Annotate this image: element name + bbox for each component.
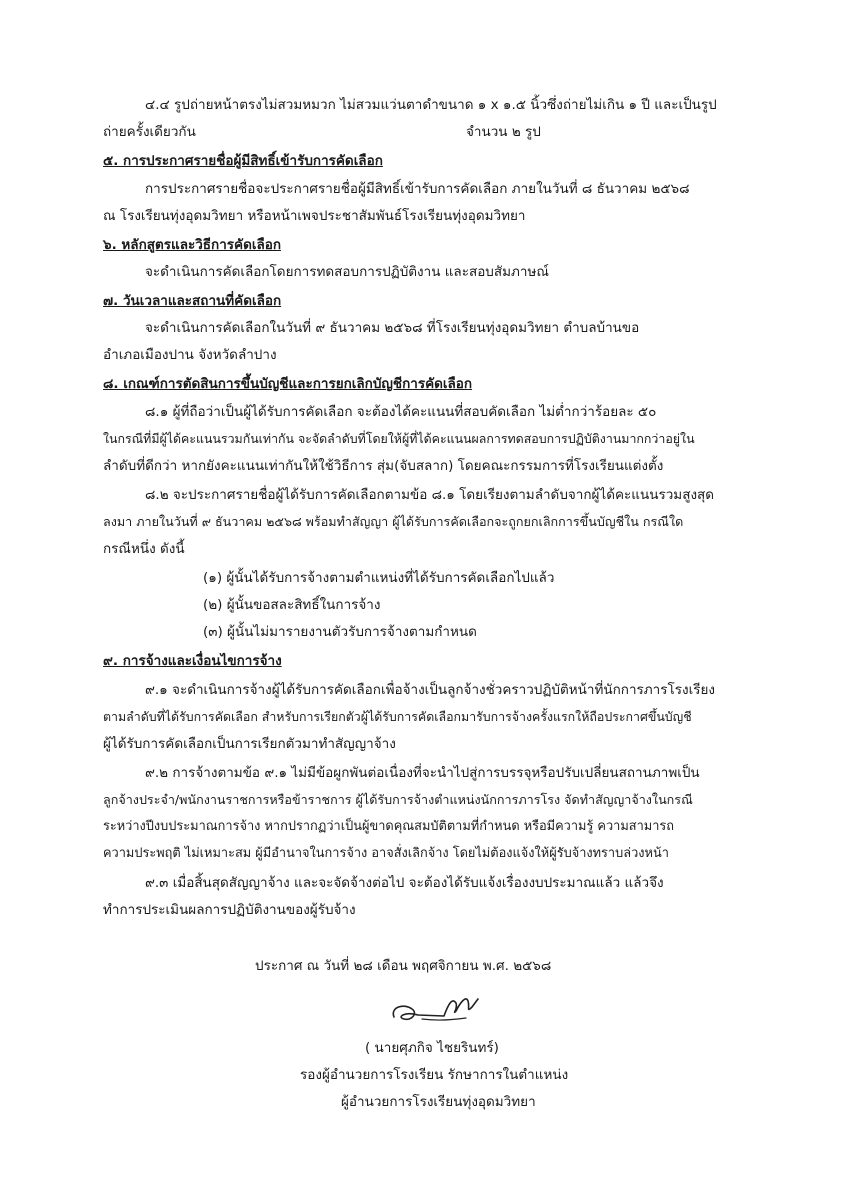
sec5-line2: ณ โรงเรียนทุ่งอุดมวิทยา หรือหน้าเพจประชาสัมพันธ์โรงเรียนทุ่งอุดมวิทยา [103, 208, 526, 224]
sec9-heading: ๙. การจ้างและเงื่อนไขการจ้าง [103, 653, 282, 669]
sec5-line1: การประกาศรายชื่อจะประกาศรายชื่อผู้มีสิทธิ์เข้ารับการคัดเลือก ภายในวันที่ ๘ ธันวาคม ๒๕๖๘ [145, 181, 690, 197]
sec5-heading: ๕. การประกาศรายชื่อผู้มีสิทธิ์เข้ารับการคัดเลือก [103, 153, 383, 169]
sec8-1-line2: ในกรณีที่มีผู้ได้คะแนนรวมกันเท่ากัน จะจัดลำดับที่โดยให้ผู้ที่ได้คะแนนผลการทดสอบการปฏิบัติงานมากกว่าอยู่ใน [103, 431, 695, 446]
sec9-1-line1: ๙.๑ จะดำเนินการจ้างผู้ได้รับการคัดเลือกเพื่อจ้างเป็นลูกจ้างชั่วคราวปฏิบัติหน้าที่นักการภารโรงเรียง [145, 682, 715, 698]
sec8-heading: ๘. เกณฑ์การตัดสินการขึ้นบัญชีและการยกเลิกบัญชีการคัดเลือก [103, 376, 473, 392]
sec9-2-line4: ความประพฤติ ไม่เหมาะสม ผู้มีอำนาจในการจ้าง อาจสั่งเลิกจ้าง โดยไม่ต้องแจ้งให้ผู้รับจ้างทราบล่วงหน้า [103, 846, 669, 861]
sec7-heading: ๗. วันเวลาและสถานที่คัดเลือก [103, 293, 282, 309]
signer-position-2: ผู้อำนวยการโรงเรียนทุ่งอุดมวิทยา [341, 1094, 536, 1110]
sec8-2-line1: ๘.๒ จะประกาศรายชื่อผู้ได้รับการคัดเลือกตามข้อ ๘.๑ โดยเรียงตามลำดับจากผู้ได้คะแนนรวมสูงสุด [145, 487, 715, 503]
sec4-item4-line2a: ถ่ายครั้งเดียวกัน [103, 124, 196, 140]
sec9-2-line2: ลูกจ้างประจำ/พนักงานราชการหรือข้าราชการ ผู้ได้รับการจ้างตำแหน่งนักการภารโรง จัดทำสัญญาจ้างในกรณี [103, 792, 693, 807]
sec8-2-line3: กรณีหนึ่ง ดังนี้ [103, 541, 185, 557]
sec7-line2: อำเภอเมืองปาน จังหวัดลำปาง [103, 347, 277, 363]
sec4-item4-line2b: จำนวน ๒ รูป [466, 124, 541, 140]
sec6-heading: ๖. หลักสูตรและวิธีการคัดเลือก [103, 237, 282, 253]
sec9-3-line1: ๙.๓ เมื่อสิ้นสุดสัญญาจ้าง และจะจัดจ้างต่อไป จะต้องได้รับแจ้งเรื่องงบประมาณแล้ว แล้วจึง [145, 875, 664, 891]
sec8-2-item1: (๑) ผู้นั้นได้รับการจ้างตามตำแหน่งที่ได้รับการคัดเลือกไปแล้ว [203, 570, 555, 586]
sec9-3-line2: ทำการประเมินผลการปฏิบัติงานของผู้รับจ้าง [103, 902, 356, 918]
signature-mark [382, 985, 492, 1035]
sec9-2-line3: ระหว่างปีงบประมาณการจ้าง หากปรากฏว่าเป็นผู้ขาดคุณสมบัติตามที่กำหนด หรือมีความรู้ ความสามารถ [103, 819, 675, 834]
sec9-1-line2: ตามลำดับที่ได้รับการคัดเลือก สำหรับการเรียกตัวผู้ได้รับการคัดเลือกมารับการจ้างครั้งแรกให้ถือประกาศขึ้นบัญชี [103, 709, 692, 724]
sec8-2-item2: (๒) ผู้นั้นขอสละสิทธิ์ในการจ้าง [203, 597, 381, 613]
sec9-1-line3: ผู้ได้รับการคัดเลือกเป็นการเรียกตัวมาทำสัญญาจ้าง [103, 736, 396, 752]
sec8-2-line2: ลงมา ภายในวันที่ ๙ ธันวาคม ๒๕๖๘ พร้อมทำสัญญา ผู้ได้รับการคัดเลือกจะถูกยกเลิกการขึ้นบัญชีใน กรณีใด [103, 514, 684, 529]
signer-name: ( นายศุภกิจ ไชยรินทร์) [365, 1040, 499, 1056]
signer-position-1: รองผู้อำนวยการโรงเรียน รักษาการในตำแหน่ง [300, 1067, 569, 1083]
sec4-item4-line1: ๔.๔ รูปถ่ายหน้าตรงไม่สวมหมวก ไม่สวมแว่นตาดำขนาด ๑ x ๑.๕ นิ้วซึ่งถ่ายไม่เกิน ๑ ปี และเป็นรูป [145, 97, 717, 113]
sec7-line1: จะดำเนินการคัดเลือกในวันที่ ๙ ธันวาคม ๒๕๖๘ ที่โรงเรียนทุ่งอุดมวิทยา ตำบลบ้านขอ [145, 320, 640, 336]
sec8-1-line3: ลำดับที่ดีกว่า หากยังคะแนนเท่ากันให้ใช้วิธีการ สุ่ม(จับสลาก) โดยคณะกรรมการที่โรงเรียนแต่งตั้ง [103, 458, 664, 474]
sec8-1-line1: ๘.๑ ผู้ที่ถือว่าเป็นผู้ได้รับการคัดเลือก จะต้องได้คะแนนที่สอบคัดเลือก ไม่ต่ำกว่าร้อยละ ๕๐ [145, 404, 657, 420]
sec9-2-line1: ๙.๒ การจ้างตามข้อ ๙.๑ ไม่มีข้อผูกพันต่อเนื่องที่จะนำไปสู่การบรรจุหรือปรับเปลี่ยนสถานภาพเป็น [145, 765, 700, 781]
announce-date: ประกาศ ณ วันที่ ๒๘ เดือน พฤศจิกายน พ.ศ. ๒๕๖๘ [255, 958, 552, 974]
sec8-2-item3: (๓) ผู้นั้นไม่มารายงานตัวรับการจ้างตามกำหนด [203, 624, 477, 640]
sec6-line1: จะดำเนินการคัดเลือกโดยการทดสอบการปฏิบัติงาน และสอบสัมภาษณ์ [145, 264, 549, 280]
